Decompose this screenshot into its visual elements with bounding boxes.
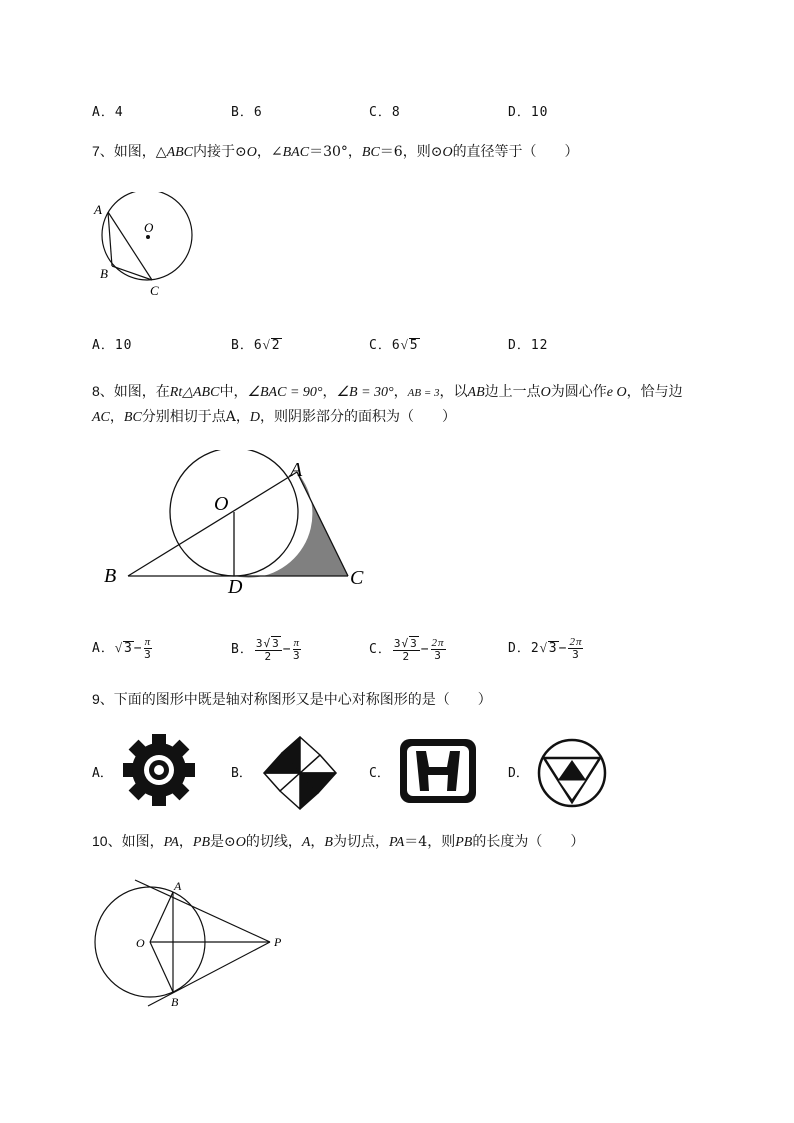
- q7-math: O: [442, 145, 453, 160]
- q8-text: ，以: [439, 384, 468, 400]
- q8-text: 分别相切于点A: [141, 409, 236, 425]
- q8-option-c: C． $\frac{3√3}{2}$ − $\frac{2\pi}{3}$: [369, 637, 445, 663]
- q8-text: ，恰与边: [626, 384, 683, 400]
- q7-stem: [92, 139, 742, 165]
- q8-math: BC: [123, 410, 142, 425]
- q8-text: 为圆心作: [550, 384, 607, 400]
- q7-math: O: [246, 145, 257, 160]
- q8-math: ∠B = 30°: [336, 385, 394, 400]
- q8-label-c: C: [350, 567, 364, 589]
- q7-math: BC: [361, 145, 380, 160]
- q7-text: 的直径等于（ ）: [452, 144, 579, 160]
- q7-option-c: C．6√5: [369, 337, 419, 353]
- q10-text: ，: [310, 834, 325, 850]
- q9-option-d-label: D．: [508, 766, 529, 781]
- q8-text: ，: [235, 409, 250, 425]
- q10-math: B: [324, 835, 333, 850]
- q7-label-a: A: [94, 202, 102, 217]
- q8-label-d: D: [228, 576, 243, 598]
- q7-math: ABC: [166, 145, 194, 160]
- q9-option-a-label: A．: [92, 766, 113, 781]
- q8-text: 如图，在: [113, 384, 170, 400]
- q10-math: O: [235, 835, 246, 850]
- q10-number: 10、: [92, 833, 122, 849]
- q7-label-o: O: [144, 220, 154, 235]
- q8-label-a: A: [290, 459, 303, 481]
- q10-text: 为切点，: [332, 834, 389, 850]
- q8-text: ，: [109, 409, 124, 425]
- honda-logo-icon: [398, 737, 478, 805]
- q7-option-b: B．6√2: [231, 337, 281, 353]
- q7-option-a: A．10: [92, 338, 133, 353]
- q8-figure: [100, 450, 380, 600]
- q8-label-b: B: [104, 565, 117, 587]
- q7-text: ，∠: [256, 144, 283, 160]
- q10-text: 如图，: [121, 834, 164, 850]
- q8-math: e O: [606, 385, 627, 400]
- q10-text: ＝4，则: [404, 834, 456, 850]
- q8-math: AB = 3: [407, 387, 440, 399]
- q10-label-o: O: [136, 936, 145, 950]
- q8-stem: [92, 379, 742, 430]
- q7-text: ＝6，则⊙: [379, 144, 443, 160]
- q7-text: 内接于⊙: [193, 144, 247, 160]
- q10-math: PA: [388, 835, 405, 850]
- q6-option-b: B．6: [231, 105, 263, 120]
- q8-text: ，则阴影部分的面积为（ ）: [260, 409, 457, 425]
- q8-option-d: D．2√3− $\frac{2\pi}{3}$: [508, 636, 583, 661]
- q8-label-o: O: [214, 493, 229, 515]
- q7-number: 7、: [92, 143, 114, 159]
- q8-math: O: [540, 385, 551, 400]
- q8-math: D: [249, 410, 261, 425]
- q10-math: PA: [163, 835, 179, 850]
- q6-option-a: A．4: [92, 105, 124, 120]
- q6-option-d: D．10: [508, 105, 549, 120]
- q6-option-c: C．8: [369, 105, 401, 120]
- q8-math: ∠BAC = 90°: [247, 385, 323, 400]
- q8-text: 边上一点: [484, 384, 541, 400]
- q8-text: ，: [322, 384, 337, 400]
- q8-text: ，: [393, 384, 408, 400]
- q9-option-c-label: C．: [369, 766, 390, 781]
- q10-text: ，: [178, 834, 193, 850]
- q10-text: 是⊙: [210, 834, 236, 850]
- q10-math: A: [301, 835, 311, 850]
- q7-label-b: B: [100, 266, 108, 281]
- q9-number: 9、: [92, 691, 114, 707]
- q10-figure: [90, 872, 300, 1012]
- q7-option-d: D．12: [508, 338, 549, 353]
- q10-stem: [92, 829, 742, 855]
- q7-figure: [90, 192, 200, 302]
- q8-option-b: B． $\frac{3√3}{2}$ − $\frac{\pi}{3}$: [231, 637, 301, 663]
- q10-math: PB: [192, 835, 210, 850]
- q10-label-p: P: [274, 935, 282, 949]
- q7-label-c: C: [150, 283, 159, 298]
- q8-math: Rt△ABC: [169, 385, 220, 400]
- q7-text: 如图，△: [113, 144, 167, 160]
- q8-number: 8、: [92, 383, 114, 399]
- pinwheel-icon: [260, 733, 340, 813]
- triangle-circle-icon: [536, 738, 608, 808]
- q7-text: ＝30°，: [309, 144, 362, 160]
- q8-text: 中，: [219, 384, 248, 400]
- q7-math: BAC: [282, 145, 310, 160]
- q10-math: PB: [455, 835, 473, 850]
- q10-text: 的切线，: [245, 834, 302, 850]
- q8-option-a: A．√3− $\frac{\pi}{3}$: [92, 636, 152, 661]
- q10-label-b: B: [171, 995, 179, 1009]
- q10-label-a: A: [174, 879, 182, 893]
- q9-text: 下面的图形中既是轴对称图形又是中心对称图形的是（ ）: [113, 692, 492, 708]
- q8-math: AC: [92, 410, 110, 425]
- q9-option-b-label: B．: [231, 766, 252, 781]
- gear-icon: [122, 733, 196, 807]
- q8-math: AB: [467, 385, 485, 400]
- q9-stem: [92, 687, 742, 712]
- q10-text: 的长度为（ ）: [472, 834, 585, 850]
